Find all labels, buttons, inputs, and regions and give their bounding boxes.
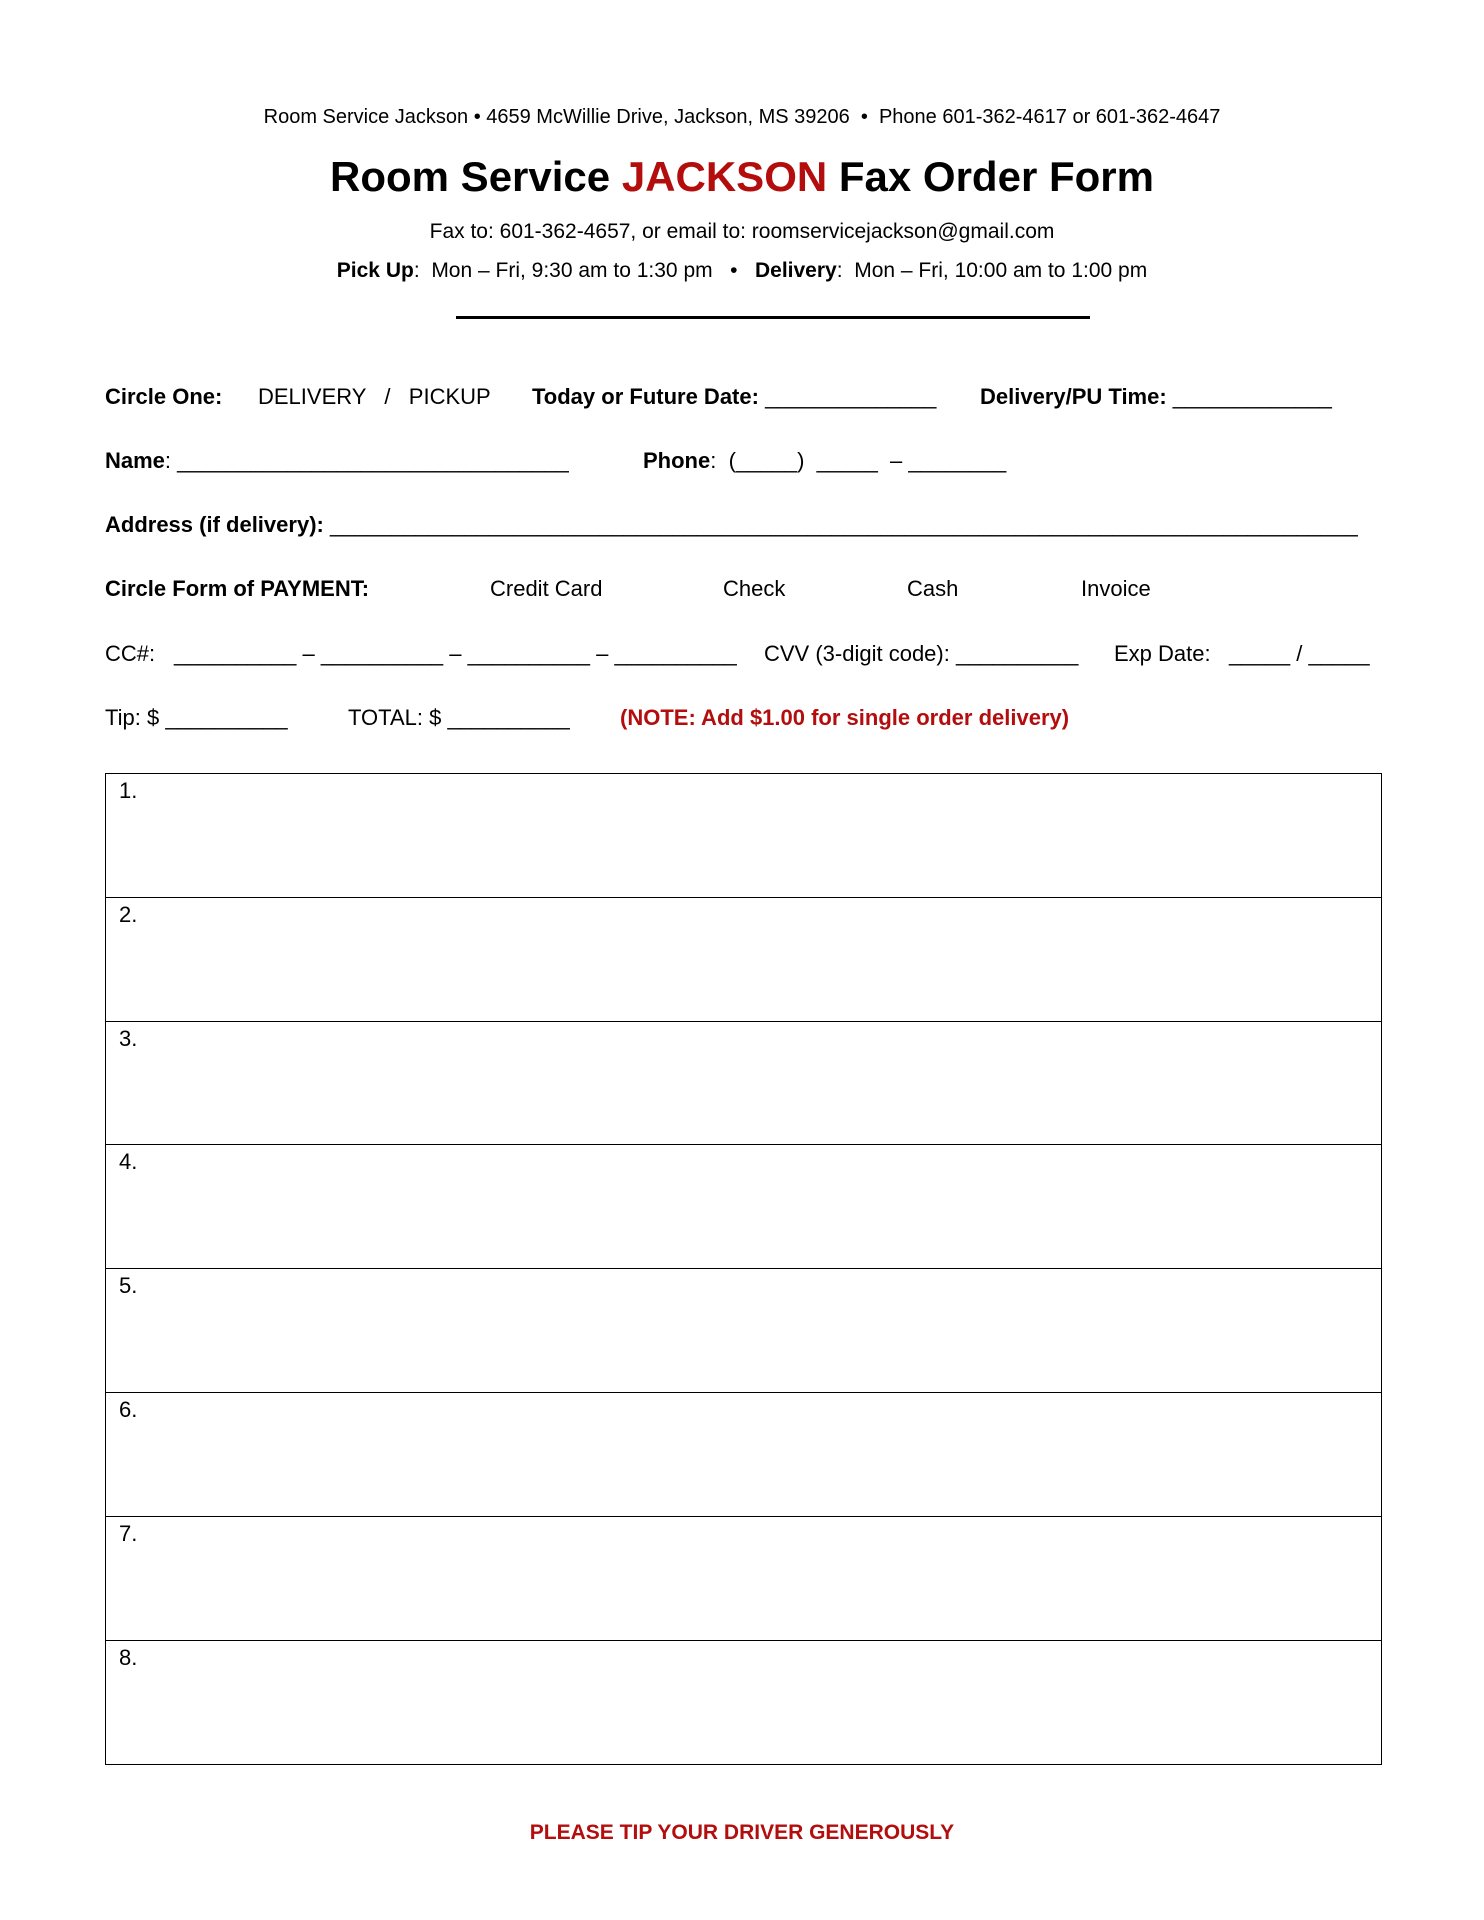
payment-option-invoice[interactable]: Invoice bbox=[1081, 576, 1151, 601]
order-row-8[interactable] bbox=[106, 1641, 1381, 1765]
order-row-2[interactable] bbox=[106, 898, 1381, 1022]
payment-label: Circle Form of PAYMENT: bbox=[105, 576, 370, 601]
tip-field[interactable]: Tip: $ __________ bbox=[105, 705, 288, 730]
page-title bbox=[0, 152, 1484, 202]
order-row-1[interactable] bbox=[106, 774, 1381, 898]
order-row-7[interactable] bbox=[106, 1517, 1381, 1641]
name-blank: : ________________________________ bbox=[164, 448, 569, 473]
header-divider bbox=[456, 316, 1090, 319]
order-number: 6. bbox=[119, 1396, 138, 1422]
delivery-pickup-options[interactable]: DELIVERY / PICKUP bbox=[258, 384, 491, 409]
phone-field[interactable] bbox=[643, 448, 1006, 474]
title-jackson: JACKSON bbox=[621, 153, 828, 200]
time-label: Delivery/PU Time: bbox=[980, 384, 1167, 409]
order-row-6[interactable] bbox=[106, 1393, 1381, 1517]
payment-option-check[interactable]: Check bbox=[723, 576, 786, 601]
title-part-1: Room Service bbox=[330, 153, 622, 200]
date-field[interactable] bbox=[532, 384, 936, 410]
title-part-3: Fax Order Form bbox=[827, 153, 1154, 200]
pickup-label: Pick Up bbox=[336, 259, 414, 282]
order-number: 7. bbox=[119, 1520, 138, 1546]
cc-label: CC#: bbox=[105, 641, 156, 666]
time-field[interactable] bbox=[980, 384, 1332, 410]
fax-line: Fax to: 601-362-4657, or email to: roomservicejackson@gmail.com bbox=[429, 220, 1055, 243]
delivery-hours: : Mon – Fri, 10:00 am to 1:00 pm bbox=[836, 259, 1148, 282]
delivery-label: Delivery bbox=[754, 259, 837, 282]
order-number: 4. bbox=[119, 1149, 138, 1175]
hours-line bbox=[0, 258, 1484, 284]
phone-label: Phone bbox=[643, 448, 711, 473]
order-row-4[interactable] bbox=[106, 1145, 1381, 1269]
date-label: Today or Future Date: bbox=[532, 384, 759, 409]
circle-one-label: Circle One: bbox=[105, 384, 223, 409]
address-line: Room Service Jackson • 4659 McWillie Drive, Jackson, MS 39206 • Phone 601-362-4617 or 601-362-4647 bbox=[263, 106, 1221, 128]
order-number: 2. bbox=[119, 901, 138, 927]
exp-date-field[interactable]: Exp Date: _____ / _____ bbox=[1114, 641, 1370, 666]
address-blank: ____________________________________________________________________________________ bbox=[323, 512, 1358, 537]
address-field[interactable] bbox=[105, 512, 1358, 538]
address-label: Address (if delivery): bbox=[105, 512, 324, 537]
pickup-hours: : Mon – Fri, 9:30 am to 1:30 pm • bbox=[413, 259, 755, 282]
delivery-note: (NOTE: Add $1.00 for single order delivery) bbox=[620, 705, 1070, 730]
order-number: 1. bbox=[119, 778, 138, 803]
order-row-5[interactable] bbox=[106, 1269, 1381, 1393]
time-blank: _____________ bbox=[1166, 384, 1332, 409]
payment-option-cash[interactable]: Cash bbox=[907, 576, 959, 601]
tip-message: PLEASE TIP YOUR DRIVER GENEROUSLY bbox=[529, 1821, 955, 1844]
phone-blank: : (_____) _____ – ________ bbox=[710, 448, 1007, 473]
cvv-field[interactable]: CVV (3-digit code): __________ bbox=[764, 641, 1079, 666]
name-field[interactable] bbox=[105, 448, 569, 474]
order-number: 3. bbox=[119, 1025, 138, 1051]
payment-option-credit-card[interactable]: Credit Card bbox=[490, 576, 603, 601]
total-field[interactable]: TOTAL: $ __________ bbox=[348, 705, 570, 730]
order-number: 5. bbox=[119, 1273, 138, 1299]
order-items-box bbox=[105, 773, 1382, 1765]
name-label: Name bbox=[105, 448, 165, 473]
order-row-3[interactable] bbox=[106, 1022, 1381, 1146]
date-blank: ______________ bbox=[758, 384, 937, 409]
order-number: 8. bbox=[119, 1644, 138, 1670]
cc-number-field[interactable]: __________ – __________ – __________ – __________ bbox=[174, 641, 737, 666]
